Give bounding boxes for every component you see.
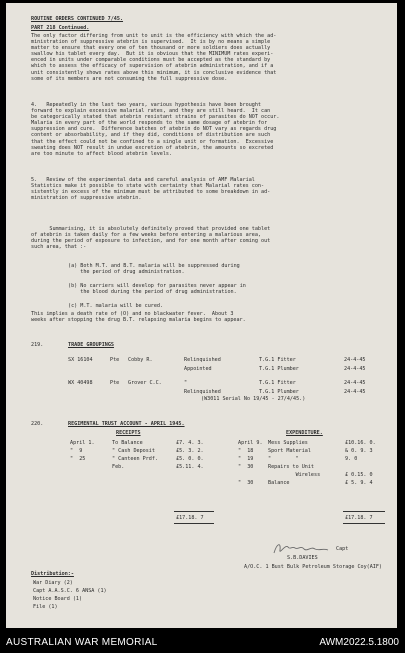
receipt-amount: £5.11. 4.	[176, 464, 204, 470]
para1-line: swallow his tablet every day. But it is obvious that the MINIMUM rates experi-	[31, 51, 274, 58]
summary-line: such area, that :-	[31, 244, 87, 251]
paragraph-5	[31, 177, 383, 201]
part-label: PART 218 Continued.	[31, 25, 90, 31]
expenditure-date: April 9.	[238, 440, 263, 446]
trade-row-rank: Pte	[110, 357, 120, 363]
para4-line: forward to explain excessive malarial rates, and they are still heard. It can	[31, 108, 271, 115]
trade-row-name: Grover C.C.	[128, 380, 162, 386]
distribution-item: Notice Board (1)	[33, 596, 83, 602]
distribution-item: File (1)	[33, 604, 58, 610]
expenditure-rule-top	[343, 511, 385, 512]
footer-accession-number: AWM2022.5.1800	[319, 637, 399, 648]
expenditure-rule-bottom	[343, 523, 385, 524]
receipts-title: RECEIPTS	[116, 430, 141, 436]
point-c-line: (c) M.T. malaria will be cured.	[68, 303, 164, 309]
receipts-total: £17.18. 7	[176, 515, 204, 521]
section-219-number: 219.	[31, 342, 44, 348]
expenditure-amount: £ 0.15. 0	[345, 472, 373, 478]
para1-line: some of its members are not consuming the full suppressive dose.	[31, 75, 228, 82]
receipt-amount: £7. 4. 3.	[176, 440, 204, 446]
para1-line: ministration of suppressive atebrin is supervised. It is by no means a simple	[31, 39, 271, 46]
para4-line: Malaria in every part of the world responds to the same dosage of atebrin for	[31, 120, 268, 127]
document-header: ROUTINE ORDERS CONTINUED 7/45.	[31, 16, 124, 22]
para1-line: which to assess the efficacy of supervision of atebrin administration, and if a	[31, 63, 274, 70]
para5-line: 5. Review of the experimental data and careful analysis of AMF Malarial	[31, 177, 255, 183]
para1-line: matter to ensure that every one of ten thousand or more soldiers does actually	[31, 45, 271, 52]
receipts-rule-bottom	[174, 523, 214, 524]
paragraph-4	[31, 102, 383, 157]
point-b-line: (b) No carriers will develop for parasites never appear in	[68, 283, 246, 289]
distribution-item: War Diary (2)	[33, 580, 73, 586]
paragraph-summary	[31, 226, 383, 250]
expenditure-amount: £10.16. 0.	[345, 440, 376, 446]
receipt-item: To Balance	[112, 440, 143, 446]
expenditure-date: " 30	[238, 464, 254, 470]
trade-row-group: T.G.1 Fitter	[259, 357, 296, 363]
point-a	[68, 263, 240, 275]
distribution-item: Capt A.A.S.C. 6 ANSA (1)	[33, 588, 107, 594]
section-219-title: TRADE GROUPINGS	[68, 342, 115, 348]
expenditure-total: £17.18. 7	[345, 515, 373, 521]
trade-row-date: 24-4-45	[344, 366, 366, 372]
receipt-amount: £5. 0. 0.	[176, 456, 204, 462]
expenditure-title: EXPENDITURE.	[286, 430, 323, 436]
signature-unit: A/O.C. 1 Bust Bulk Petroleum Storage Coy(AIF)	[244, 564, 383, 570]
signature-name: S.B.DAVIES	[287, 555, 318, 561]
trade-row-group: T.G.1 Plumber	[259, 389, 299, 395]
para1-line: The only factor differing from unit to unit is the efficiency with which the ad-	[31, 33, 277, 39]
expenditure-amount: 9. 0	[345, 456, 358, 462]
expenditure-date: " 18	[238, 448, 254, 454]
receipt-amount: £5. 3. 2.	[176, 448, 204, 454]
point-b	[68, 283, 246, 295]
receipt-date: April 1.	[70, 440, 95, 446]
section-220-title: REGIMENTAL TRUST ACCOUNT - APRIL 1945.	[68, 421, 185, 427]
receipt-item: " Canteen Prdf.	[112, 456, 159, 462]
summary-line: Summarising, it is absolutely definitely proved that provided one tablet	[31, 226, 271, 232]
document-page	[6, 3, 397, 628]
receipt-item: Feb.	[112, 464, 125, 470]
summary-line: during the period of exposure to infection, and for one month after coming out	[31, 238, 271, 245]
footer-institution: AUSTRALIAN WAR MEMORIAL	[6, 637, 158, 648]
trade-row-action: Relinquished	[184, 389, 221, 395]
expenditure-date: " 30	[238, 480, 254, 486]
expenditure-date: " 19	[238, 456, 254, 462]
point-a-line: the period of drug administration.	[68, 269, 185, 276]
para4-line: that the effect could not be confined to a single unit or formation. Excessive	[31, 138, 274, 145]
closing-line: weeks after stopping the drug B.T. relapsing malaria begins to appear.	[31, 317, 246, 324]
trade-row-date: 24-4-45	[344, 389, 366, 395]
expenditure-item: Repairs to Unit	[268, 464, 315, 470]
expenditure-item: Sport Material	[268, 448, 311, 454]
point-a-line: (a) Both M.T. and B.T. malaria will be suppressed during	[68, 263, 240, 269]
expenditure-item: Wireless	[268, 472, 321, 478]
trade-row-date: 24-4-45	[344, 357, 366, 363]
trade-row-date: 24-4-45	[344, 380, 366, 386]
para4-line: suppression and cure. Difference batches of atebrin do NOT vary as regards drug	[31, 126, 277, 133]
expenditure-item: " "	[268, 456, 299, 462]
serial-reference: (W3011 Serial No 19/45 - 27/4/45.)	[201, 396, 306, 402]
expenditure-amount: & 0. 9. 3	[345, 448, 373, 454]
para5-line: sistently in excess of the minimum must be attributed to some breakdown in ad-	[31, 189, 271, 196]
receipt-date: " 25	[70, 456, 86, 462]
trade-row-name: Cobby R.	[128, 357, 153, 363]
section-220-number: 220.	[31, 421, 44, 427]
distribution-title: Distribution:-	[31, 571, 74, 577]
para1-line: enced in units under comparable conditions must be accepted as the standard by	[31, 57, 271, 64]
expenditure-amount: £ 5. 9. 4	[345, 480, 373, 486]
trade-row-action: Relinquished	[184, 357, 221, 363]
trade-row-action: "	[184, 380, 188, 386]
para4-line: sweating does NOT result in undue excretion of atebrin, the amounts so excreted	[31, 144, 274, 151]
trade-row-num: SX 16104	[68, 357, 93, 363]
closing-line: This implies a death rate of (O) and no blackwater fever. About 3	[31, 311, 234, 317]
receipt-date: " 9	[70, 448, 83, 454]
para4-line: are too minute to affect blood atebrin levels.	[31, 150, 173, 157]
trade-row-group: T.G.1 Plumber	[259, 366, 299, 372]
summary-line: of atebrin is taken daily for a few weeks before entering a malarious area,	[31, 232, 262, 239]
para4-line: be categorically stated that atebrin resistant strains of parasites do NOT occur.	[31, 114, 280, 121]
point-b-line: the blood during the period of drug administration.	[68, 289, 237, 296]
paragraph-closing	[31, 311, 383, 323]
point-c	[68, 303, 163, 309]
expenditure-item: Mess Supplies	[268, 440, 308, 446]
expenditure-item: Balance	[268, 480, 290, 486]
trade-row-group: T.G.1 Fitter	[259, 380, 296, 386]
archive-footer	[0, 632, 405, 653]
para4-line: 4. Repeatedly in the last two years, various hypothesis have been brought	[31, 102, 262, 108]
trade-row-rank: Pte	[110, 380, 120, 386]
trade-row-num: WX 40498	[68, 380, 93, 386]
signature-capt: Capt	[336, 546, 349, 552]
receipt-item: " Cash Deposit	[112, 448, 155, 454]
para1-line: unit consistently shows rates above this minimum, it is conclusive evidence that	[31, 69, 277, 76]
trade-row-action: Appointed	[184, 366, 212, 372]
para4-line: content or absorbability, and if they did, conditions of distribution are such	[31, 132, 271, 139]
para5-line: ministration of suppressive atebrin.	[31, 195, 142, 202]
receipts-rule-top	[174, 511, 214, 512]
paragraph-efficiency	[31, 33, 383, 82]
para5-line: Statistics make it possible to state with certainty that Malarial rates con-	[31, 183, 265, 190]
